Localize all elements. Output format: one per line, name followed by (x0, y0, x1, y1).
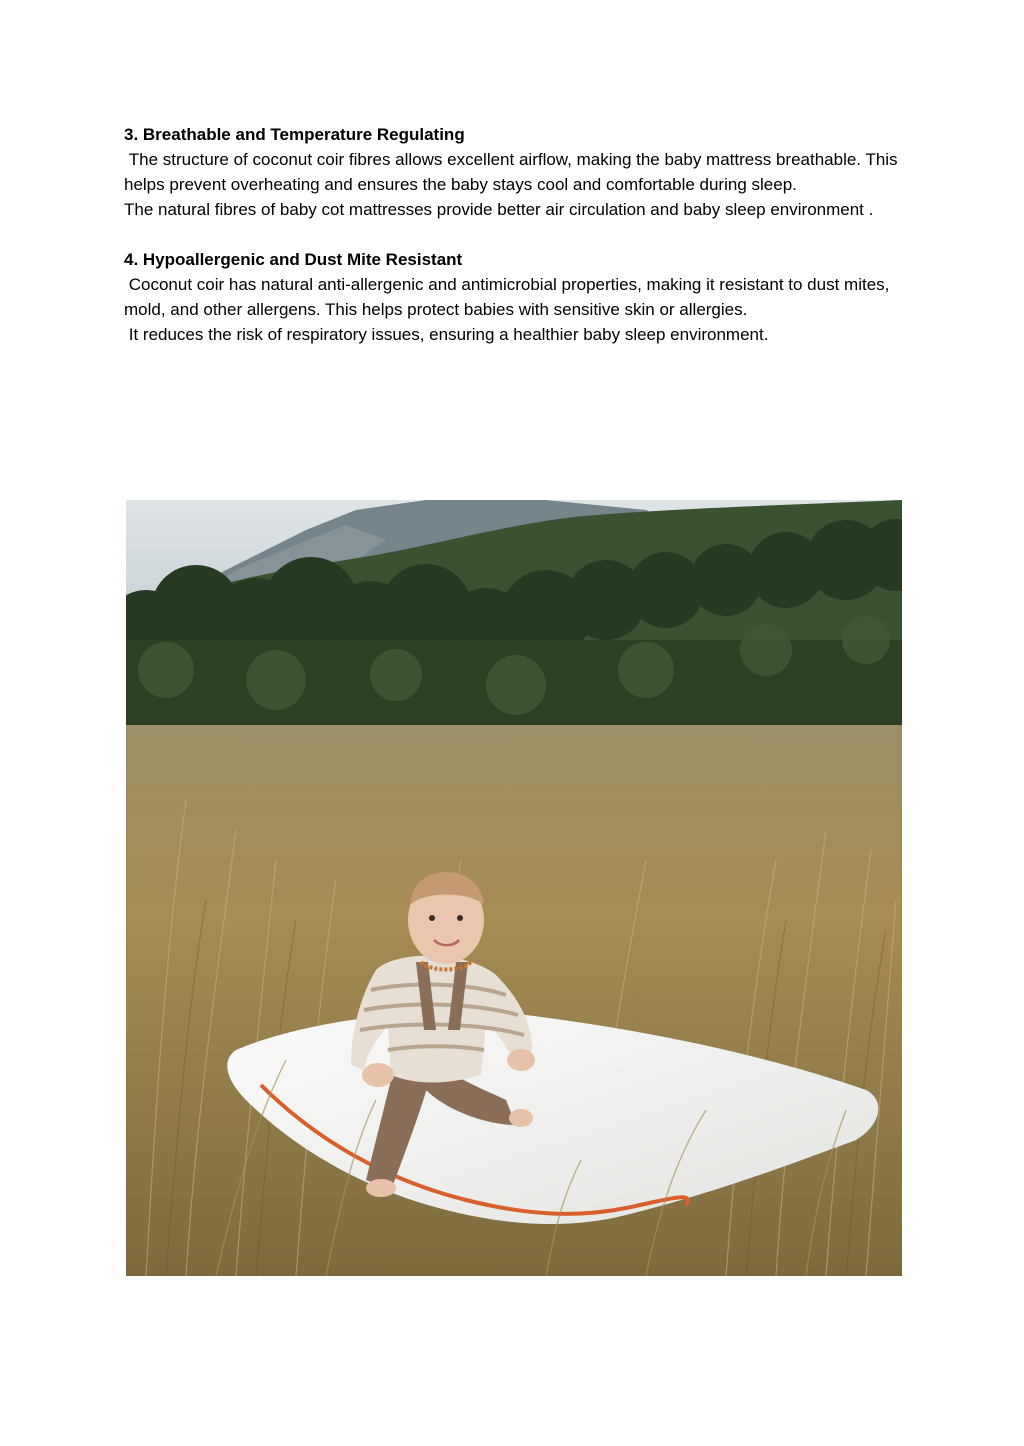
section-heading: 3. Breathable and Temperature Regulating (124, 125, 465, 144)
section-hypoallergenic (124, 247, 914, 347)
section-paragraph: Coconut coir has natural anti-allergenic and antimicrobial properties, making it resistant to dust mites, mold, and other allergens. This helps protect babies with sensitive skin or allergies. (124, 275, 895, 319)
section-breathable (124, 122, 914, 222)
section-paragraph: The structure of coconut coir fibres allows excellent airflow, making the baby mattress breathable. This helps prevent overheating and ensures the baby stays cool and comfortable during sleep. (124, 150, 903, 194)
section-paragraph: The natural fibres of baby cot mattresses provide better air circulation and baby sleep environment . (124, 200, 874, 219)
section-spacer (124, 222, 914, 247)
photo-illustration (126, 500, 902, 1276)
baby-on-mattress-photo (126, 500, 902, 1276)
section-heading: 4. Hypoallergenic and Dust Mite Resistant (124, 250, 463, 269)
section-paragraph: It reduces the risk of respiratory issues, ensuring a healthier baby sleep environment. (124, 325, 769, 344)
article-text (124, 122, 914, 347)
